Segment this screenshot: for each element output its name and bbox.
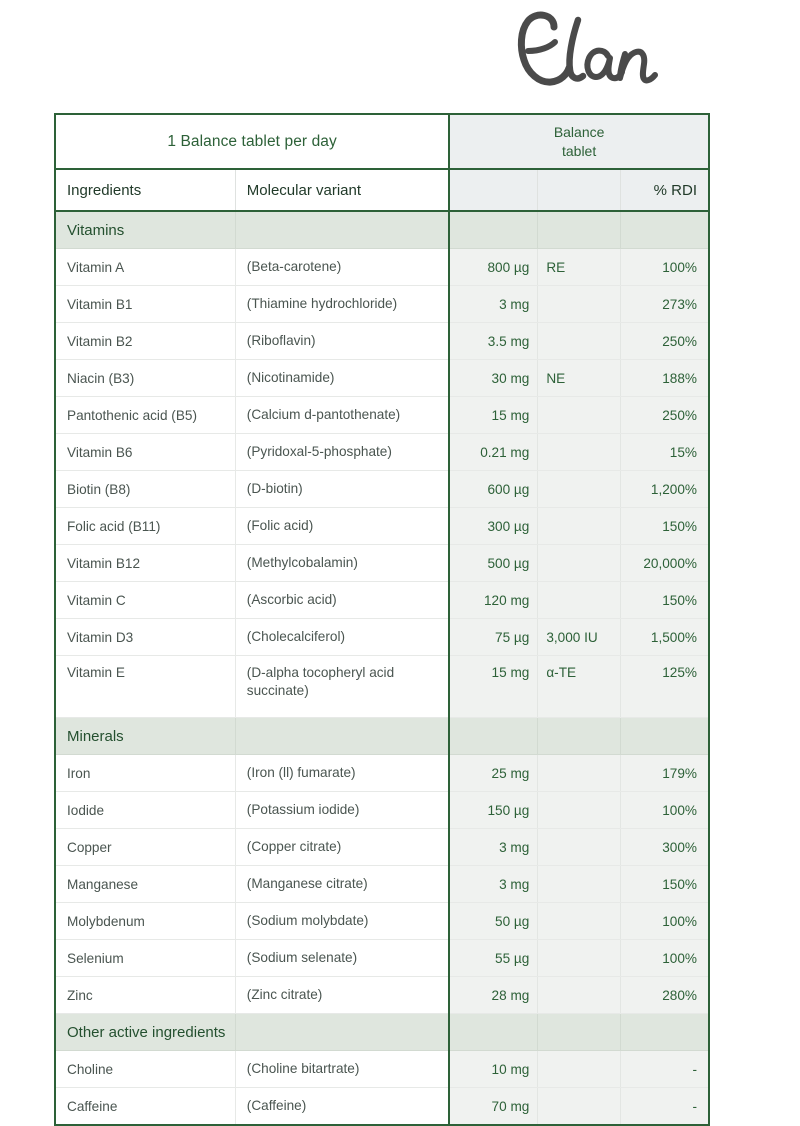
section-header-spacer-amount <box>449 718 538 755</box>
cell-molecular-variant: (Zinc citrate) <box>235 977 449 1014</box>
cell-rdi: 150% <box>620 582 709 619</box>
section-header-label: Vitamins <box>55 211 235 249</box>
table-row <box>55 1088 709 1126</box>
elan-script-wordmark-icon <box>492 4 672 104</box>
table-row <box>55 619 709 656</box>
table-row <box>55 977 709 1014</box>
cell-amount: 15 mg <box>449 656 538 718</box>
section-header-spacer-rdi <box>620 211 709 249</box>
cell-molecular-variant: (Copper citrate) <box>235 829 449 866</box>
cell-rdi: 1,500% <box>620 619 709 656</box>
cell-ingredient: Pantothenic acid (B5) <box>55 397 235 434</box>
product-title <box>449 114 709 169</box>
cell-unit <box>538 582 621 619</box>
cell-ingredient: Vitamin C <box>55 582 235 619</box>
cell-amount: 70 mg <box>449 1088 538 1126</box>
section-header-spacer-unit <box>538 211 621 249</box>
table-row <box>55 940 709 977</box>
cell-molecular-variant: (Sodium selenate) <box>235 940 449 977</box>
cell-amount: 3 mg <box>449 866 538 903</box>
cell-ingredient: Zinc <box>55 977 235 1014</box>
cell-amount: 30 mg <box>449 360 538 397</box>
cell-rdi: 100% <box>620 249 709 286</box>
cell-unit <box>538 755 621 792</box>
cell-molecular-variant: (Riboflavin) <box>235 323 449 360</box>
section-header-label: Minerals <box>55 718 235 755</box>
dosage-title: 1 Balance tablet per day <box>55 114 449 169</box>
cell-amount: 0.21 mg <box>449 434 538 471</box>
cell-unit <box>538 977 621 1014</box>
cell-unit <box>538 1051 621 1088</box>
cell-ingredient: Folic acid (B11) <box>55 508 235 545</box>
table-row <box>55 249 709 286</box>
section-header-spacer-molecular <box>235 211 449 249</box>
cell-ingredient: Vitamin B1 <box>55 286 235 323</box>
table-row <box>55 866 709 903</box>
section-header-row <box>55 211 709 249</box>
cell-ingredient: Vitamin E <box>55 656 235 718</box>
section-header-spacer-molecular <box>235 1014 449 1051</box>
cell-unit <box>538 829 621 866</box>
column-header-molecular-variant: Molecular variant <box>235 169 449 211</box>
table-row <box>55 286 709 323</box>
cell-unit <box>538 903 621 940</box>
table-row <box>55 829 709 866</box>
cell-ingredient: Iron <box>55 755 235 792</box>
cell-amount: 50 µg <box>449 903 538 940</box>
cell-amount: 300 µg <box>449 508 538 545</box>
cell-amount: 55 µg <box>449 940 538 977</box>
cell-amount: 3 mg <box>449 829 538 866</box>
cell-amount: 3 mg <box>449 286 538 323</box>
cell-unit: α-TE <box>538 656 621 718</box>
column-header-ingredients: Ingredients <box>55 169 235 211</box>
cell-amount: 25 mg <box>449 755 538 792</box>
supplement-facts-panel <box>54 113 710 1126</box>
table-row <box>55 360 709 397</box>
supplement-facts-table <box>54 113 710 1126</box>
cell-unit <box>538 397 621 434</box>
section-header-spacer-amount <box>449 1014 538 1051</box>
cell-unit <box>538 286 621 323</box>
table-title-row <box>55 114 709 169</box>
cell-amount: 10 mg <box>449 1051 538 1088</box>
cell-unit <box>538 471 621 508</box>
cell-unit <box>538 323 621 360</box>
cell-rdi: 179% <box>620 755 709 792</box>
cell-ingredient: Manganese <box>55 866 235 903</box>
table-row <box>55 434 709 471</box>
cell-ingredient: Niacin (B3) <box>55 360 235 397</box>
column-header-row <box>55 169 709 211</box>
cell-unit <box>538 434 621 471</box>
cell-ingredient: Iodide <box>55 792 235 829</box>
cell-ingredient: Choline <box>55 1051 235 1088</box>
cell-amount: 3.5 mg <box>449 323 538 360</box>
product-title-line2: tablet <box>561 142 597 159</box>
cell-molecular-variant: (Caffeine) <box>235 1088 449 1126</box>
cell-ingredient: Biotin (B8) <box>55 471 235 508</box>
cell-molecular-variant: (Calcium d-pantothenate) <box>235 397 449 434</box>
cell-unit: RE <box>538 249 621 286</box>
cell-molecular-variant: (Ascorbic acid) <box>235 582 449 619</box>
table-row <box>55 582 709 619</box>
cell-amount: 600 µg <box>449 471 538 508</box>
section-header-spacer-rdi <box>620 718 709 755</box>
cell-ingredient: Vitamin B12 <box>55 545 235 582</box>
section-header-spacer-unit <box>538 718 621 755</box>
cell-molecular-variant: (Iron (ll) fumarate) <box>235 755 449 792</box>
cell-ingredient: Vitamin A <box>55 249 235 286</box>
cell-ingredient: Vitamin B6 <box>55 434 235 471</box>
section-header-row <box>55 1014 709 1051</box>
cell-molecular-variant: (Beta-carotene) <box>235 249 449 286</box>
cell-ingredient: Molybdenum <box>55 903 235 940</box>
cell-amount: 150 µg <box>449 792 538 829</box>
cell-unit <box>538 940 621 977</box>
cell-molecular-variant: (D-biotin) <box>235 471 449 508</box>
cell-unit: 3,000 IU <box>538 619 621 656</box>
cell-amount: 800 µg <box>449 249 538 286</box>
cell-molecular-variant: (Folic acid) <box>235 508 449 545</box>
cell-rdi: 150% <box>620 508 709 545</box>
cell-molecular-variant: (D-alpha tocopheryl acid succinate) <box>235 656 449 718</box>
cell-rdi: 1,200% <box>620 471 709 508</box>
table-row <box>55 323 709 360</box>
section-header-row <box>55 718 709 755</box>
cell-rdi: 150% <box>620 866 709 903</box>
cell-ingredient: Vitamin D3 <box>55 619 235 656</box>
table-row <box>55 508 709 545</box>
table-row <box>55 903 709 940</box>
cell-molecular-variant: (Nicotinamide) <box>235 360 449 397</box>
table-row <box>55 792 709 829</box>
cell-rdi: 15% <box>620 434 709 471</box>
cell-molecular-variant: (Thiamine hydrochloride) <box>235 286 449 323</box>
cell-amount: 75 µg <box>449 619 538 656</box>
cell-rdi: - <box>620 1088 709 1126</box>
cell-amount: 15 mg <box>449 397 538 434</box>
table-row <box>55 471 709 508</box>
cell-amount: 500 µg <box>449 545 538 582</box>
section-header-spacer-unit <box>538 1014 621 1051</box>
section-header-spacer-molecular <box>235 718 449 755</box>
cell-molecular-variant: (Methylcobalamin) <box>235 545 449 582</box>
cell-ingredient: Copper <box>55 829 235 866</box>
table-row <box>55 755 709 792</box>
cell-amount: 28 mg <box>449 977 538 1014</box>
brand-header <box>0 0 800 113</box>
product-title-line1: Balance <box>553 123 605 140</box>
cell-rdi: 250% <box>620 323 709 360</box>
cell-rdi: - <box>620 1051 709 1088</box>
cell-unit <box>538 866 621 903</box>
cell-ingredient: Caffeine <box>55 1088 235 1126</box>
cell-unit: NE <box>538 360 621 397</box>
cell-molecular-variant: (Cholecalciferol) <box>235 619 449 656</box>
cell-rdi: 280% <box>620 977 709 1014</box>
cell-rdi: 100% <box>620 792 709 829</box>
cell-molecular-variant: (Pyridoxal-5-phosphate) <box>235 434 449 471</box>
cell-rdi: 20,000% <box>620 545 709 582</box>
cell-molecular-variant: (Potassium iodide) <box>235 792 449 829</box>
cell-rdi: 300% <box>620 829 709 866</box>
table-row <box>55 1051 709 1088</box>
column-header-amount <box>449 169 538 211</box>
cell-rdi: 250% <box>620 397 709 434</box>
cell-unit <box>538 1088 621 1126</box>
cell-unit <box>538 545 621 582</box>
cell-ingredient: Vitamin B2 <box>55 323 235 360</box>
cell-molecular-variant: (Manganese citrate) <box>235 866 449 903</box>
cell-unit <box>538 792 621 829</box>
cell-amount: 120 mg <box>449 582 538 619</box>
cell-molecular-variant: (Sodium molybdate) <box>235 903 449 940</box>
table-row <box>55 545 709 582</box>
section-header-spacer-rdi <box>620 1014 709 1051</box>
cell-rdi: 100% <box>620 940 709 977</box>
cell-unit <box>538 508 621 545</box>
column-header-unit <box>538 169 621 211</box>
table-row <box>55 397 709 434</box>
cell-rdi: 188% <box>620 360 709 397</box>
cell-rdi: 273% <box>620 286 709 323</box>
cell-rdi: 125% <box>620 656 709 718</box>
section-header-label: Other active ingredients <box>55 1014 235 1051</box>
cell-molecular-variant: (Choline bitartrate) <box>235 1051 449 1088</box>
table-body <box>55 114 709 1125</box>
table-row <box>55 656 709 718</box>
column-header-rdi: % RDI <box>620 169 709 211</box>
cell-rdi: 100% <box>620 903 709 940</box>
section-header-spacer-amount <box>449 211 538 249</box>
cell-ingredient: Selenium <box>55 940 235 977</box>
